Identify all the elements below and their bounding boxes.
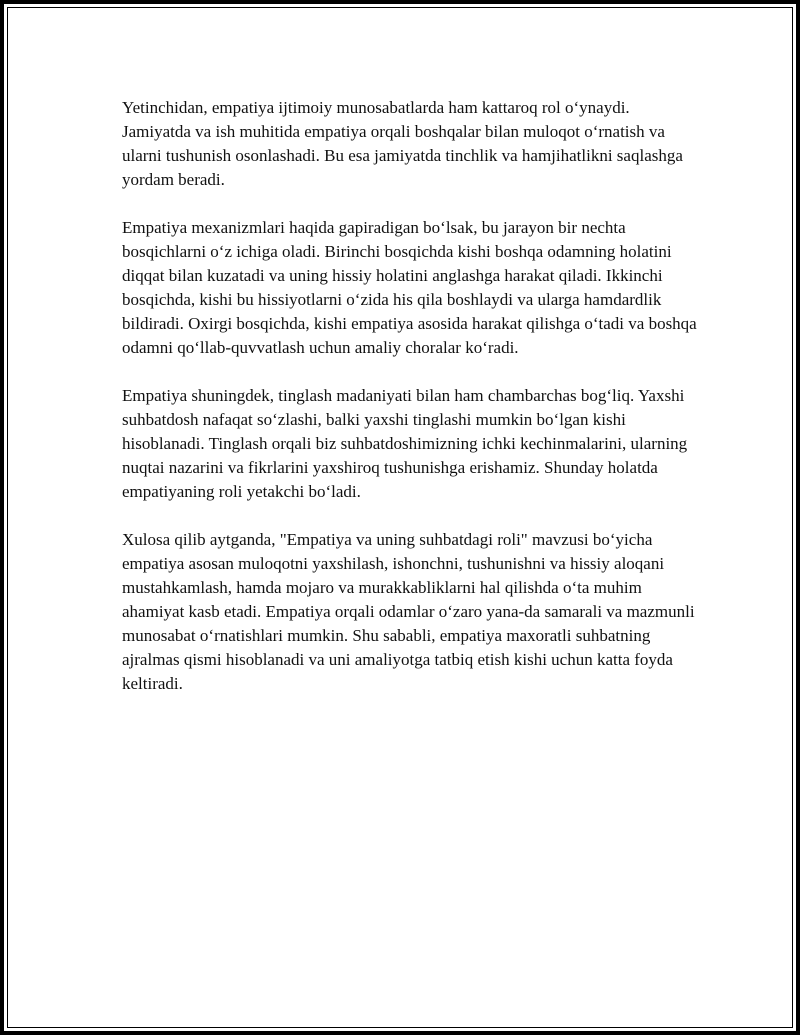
paragraph-2: Empatiya mexanizmlari haqida gapiradigan bo‘lsak, bu jarayon bir nechta bosqichlarni o‘z ichiga oladi. Birinchi bosqichda kishi boshqa odamning holatini diqqat bilan kuzatadi va uning hissiy holatini anglashga harakat qiladi. Ikkinchi bosqichda, kishi bu hissiyotlarni o‘zida his qila boshlaydi va ularga hamdardlik bildiradi. Oxirgi bosqichda, kishi empatiya asosida harakat qilishga o‘tadi va boshqa odamni qo‘llab-quvvatlash uchun amaliy choralar ko‘radi. xyxy=(122,218,697,357)
paragraph-4: Xulosa qilib aytganda, "Empatiya va uning suhbatdagi roli" mavzusi bo‘yicha empatiya asosan muloqotni yaxshilash, ishonchni, tushunishni va hissiy aloqani mustahkamlash, hamda mojaro va murakkabliklarni hal qilishda o‘ta muhim ahamiyat kasb etadi. Empatiya orqali odamlar o‘zaro yana-da samarali va mazmunli munosabat o‘rnatishlari mumkin. Shu sababli, empatiya maxoratli suhbatning ajralmas qismi hisoblanadi va uni amaliyotga tatbiq etish kishi uchun katta foyda keltiradi. xyxy=(122,530,695,693)
paragraph-1: Yetinchidan, empatiya ijtimoiy munosabatlarda ham kattaroq rol o‘ynaydi. Jamiyatda va ish muhitida empatiya orqali boshqalar bilan muloqot o‘rnatish va ularni tushunish osonlashadi. Bu esa jamiyatda tinchlik va hamjihatlikni saqlashga yordam beradi. xyxy=(122,98,683,189)
document-body xyxy=(122,96,697,720)
paragraph-3: Empatiya shuningdek, tinglash madaniyati bilan ham chambarchas bog‘liq. Yaxshi suhbatdosh nafaqat so‘zlashi, balki yaxshi tinglashi mumkin bo‘lgan kishi hisoblanadi. Tinglash orqali biz suhbatdoshimizning ichki kechinmalarini, ularning nuqtai nazarini va fikrlarini yaxshiroq tushunishga erishamiz. Shunday holatda empatiyaning roli yetakchi bo‘ladi. xyxy=(122,386,688,501)
